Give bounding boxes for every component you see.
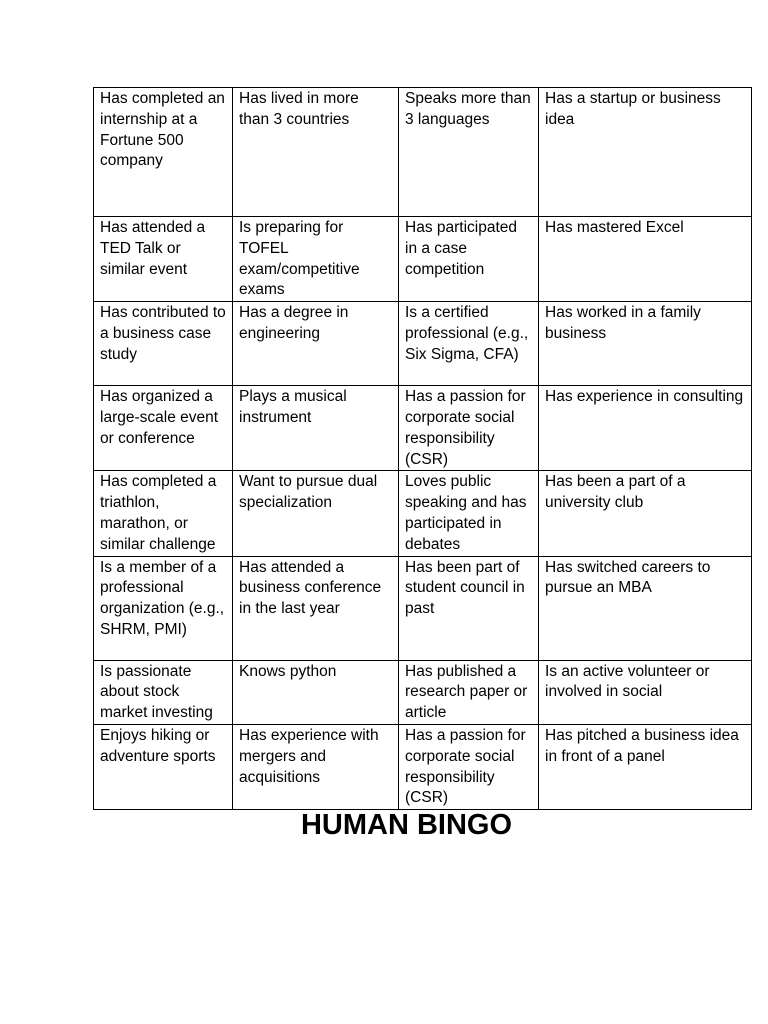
- table-row: [94, 471, 752, 556]
- bingo-grid: [93, 87, 752, 810]
- bingo-cell: Has mastered Excel: [539, 217, 752, 302]
- bingo-cell: Has switched careers to pursue an MBA: [539, 556, 752, 660]
- bingo-cell: Has pitched a business idea in front of a panel: [539, 724, 752, 809]
- bingo-cell: Speaks more than 3 languages: [399, 88, 539, 217]
- bingo-cell: Has lived in more than 3 countries: [233, 88, 399, 217]
- bingo-cell: Enjoys hiking or adventure sports: [94, 724, 233, 809]
- table-row: [94, 88, 752, 217]
- bingo-cell: Has been part of student council in past: [399, 556, 539, 660]
- bingo-cell: Is a member of a professional organization (e.g., SHRM, PMI): [94, 556, 233, 660]
- bingo-cell: Has a degree in engineering: [233, 302, 399, 386]
- bingo-cell: Is passionate about stock market investing: [94, 660, 233, 724]
- table-row: [94, 217, 752, 302]
- bingo-cell: Has been a part of a university club: [539, 471, 752, 556]
- page-title: HUMAN BINGO: [300, 809, 513, 841]
- bingo-cell: Want to pursue dual specialization: [233, 471, 399, 556]
- bingo-cell: Has experience in consulting: [539, 386, 752, 471]
- bingo-cell: Is a certified professional (e.g., Six Sigma, CFA): [399, 302, 539, 386]
- bingo-cell: Has attended a business conference in the last year: [233, 556, 399, 660]
- bingo-cell: Has experience with mergers and acquisitions: [233, 724, 399, 809]
- bingo-cell: Has a passion for corporate social responsibility (CSR): [399, 724, 539, 809]
- bingo-cell: Has published a research paper or article: [399, 660, 539, 724]
- bingo-cell: Has worked in a family business: [539, 302, 752, 386]
- bingo-cell: Plays a musical instrument: [233, 386, 399, 471]
- bingo-cell: Loves public speaking and has participated in debates: [399, 471, 539, 556]
- bingo-cell: Is an active volunteer or involved in social: [539, 660, 752, 724]
- table-row: [94, 302, 752, 386]
- bingo-cell: Has participated in a case competition: [399, 217, 539, 302]
- bingo-cell: Has completed an internship at a Fortune 500 company: [94, 88, 233, 217]
- bingo-cell: Has contributed to a business case study: [94, 302, 233, 386]
- table-row: [94, 386, 752, 471]
- table-row: [94, 556, 752, 660]
- bingo-cell: Is preparing for TOFEL exam/competitive exams: [233, 217, 399, 302]
- bingo-cell: Has a startup or business idea: [539, 88, 752, 217]
- bingo-cell: Knows python: [233, 660, 399, 724]
- bingo-cell: Has a passion for corporate social responsibility (CSR): [399, 386, 539, 471]
- table-row: [94, 660, 752, 724]
- bingo-cell: Has attended a TED Talk or similar event: [94, 217, 233, 302]
- table-row: [94, 724, 752, 809]
- bingo-cell: Has completed a triathlon, marathon, or similar challenge: [94, 471, 233, 556]
- bingo-cell: Has organized a large-scale event or conference: [94, 386, 233, 471]
